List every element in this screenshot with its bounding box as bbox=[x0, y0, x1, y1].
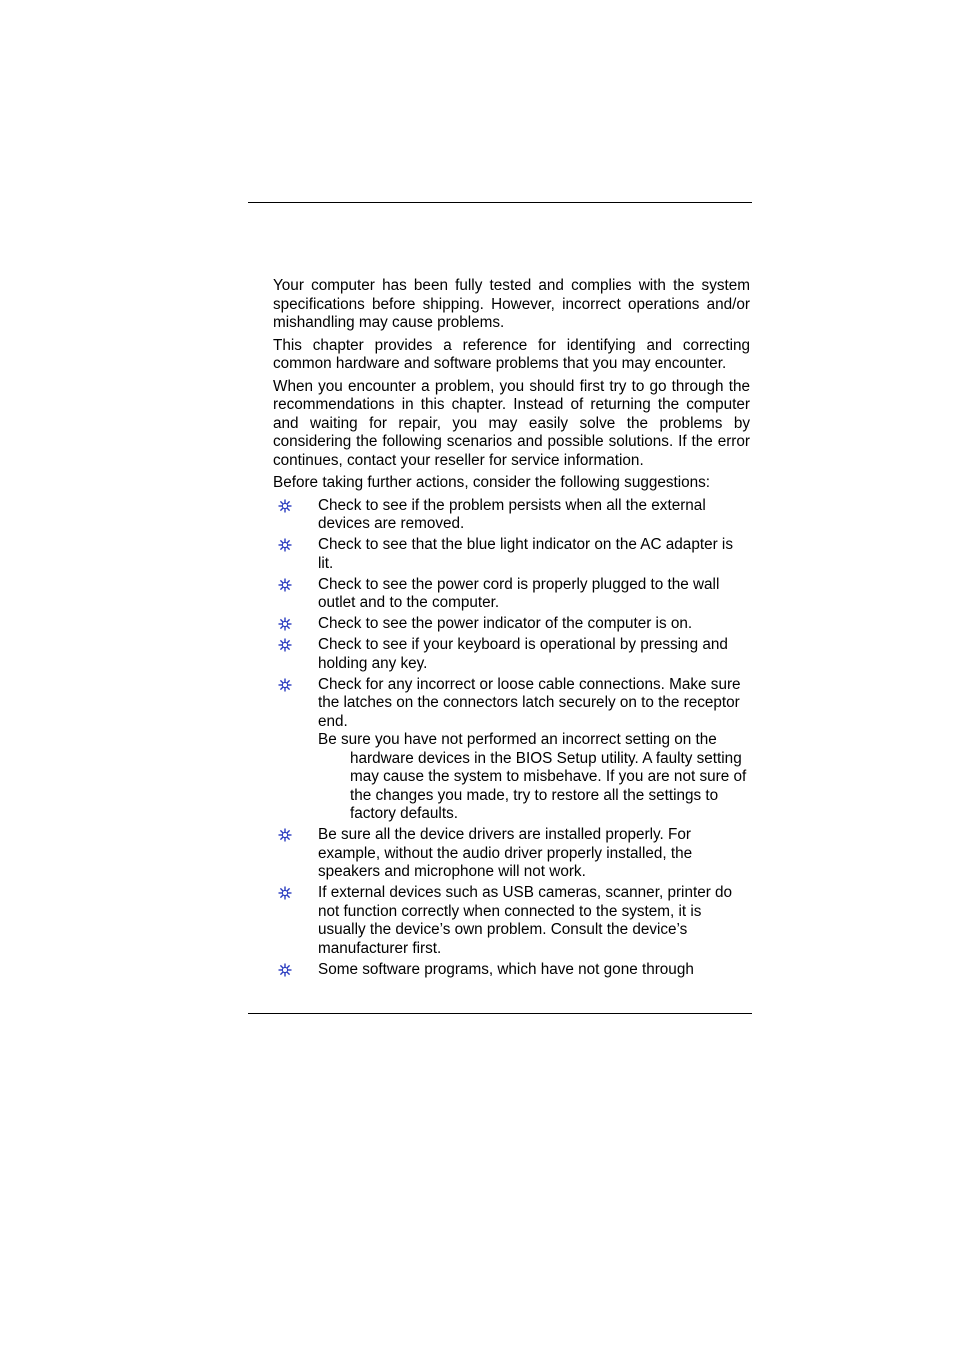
suggestion-text: Some software programs, which have not gone through bbox=[318, 960, 694, 978]
snowflake-bullet-icon bbox=[277, 498, 293, 514]
suggestion-text: Check to see the power cord is properly plugged to the wall outlet and to the computer. bbox=[318, 575, 720, 611]
list-item bbox=[273, 636, 750, 673]
snowflake-bullet-icon bbox=[277, 962, 293, 978]
suggestion-text: Check for any incorrect or loose cable connections. Make sure the latches on the connectors latch securely on to the receptor end. bbox=[318, 675, 741, 730]
list-item bbox=[273, 961, 750, 980]
suggestion-text: Be sure all the device drivers are installed properly. For example, without the audio driver properly installed, the speakers and microphone will not work. bbox=[318, 826, 693, 880]
intro-paragraph: When you encounter a problem, you should first try to go through the recommendations in this chapter. Instead of returning the computer and waiting for repair, you may easily solve the problems by considering the following scenarios and possible solutions. If the error continues, contact your reseller for service information. bbox=[273, 377, 750, 469]
snowflake-bullet-icon bbox=[277, 637, 293, 653]
suggestions-lead-in: Before taking further actions, consider the following suggestions: bbox=[273, 474, 711, 491]
list-item bbox=[273, 676, 750, 824]
suggestion-text: If external devices such as USB cameras, scanner, printer do not function correctly when connected to the system, it is usually the device’s own problem. Consult the device’s manufacturer first. bbox=[318, 884, 733, 957]
list-item bbox=[273, 536, 750, 573]
intro-paragraph: This chapter provides a reference for identifying and correcting common hardware and software problems that you may encounter. bbox=[273, 336, 750, 372]
suggestion-list bbox=[273, 497, 750, 980]
bios-setup-note: Be sure you have not performed an incorrect setting on the hardware devices in the BIOS Setup utility. A faulty setting may cause the system to misbehave. If you are not sure of the changes you made, try to restore all the settings to factory defaults. bbox=[318, 731, 747, 822]
page-body bbox=[273, 277, 750, 982]
suggestion-text: Check to see if the problem persists when all the external devices are removed. bbox=[318, 496, 706, 532]
suggestion-text: Check to see the power indicator of the computer is on. bbox=[318, 615, 693, 632]
footer-rule bbox=[248, 1013, 752, 1014]
list-item bbox=[273, 497, 750, 534]
intro-paragraph: Your computer has been fully tested and complies with the system specifications before shipping. However, incorrect operations and/or mishandling may cause problems. bbox=[273, 277, 750, 331]
list-item bbox=[273, 615, 750, 634]
snowflake-bullet-icon bbox=[277, 577, 293, 593]
snowflake-bullet-icon bbox=[277, 677, 293, 693]
snowflake-bullet-icon bbox=[277, 827, 293, 843]
list-item bbox=[273, 576, 750, 613]
list-item bbox=[273, 884, 750, 958]
header-rule bbox=[248, 202, 752, 203]
suggestion-text: Check to see if your keyboard is operational by pressing and holding any key. bbox=[318, 636, 728, 672]
suggestion-text: Check to see that the blue light indicator on the AC adapter is lit. bbox=[318, 536, 733, 572]
snowflake-bullet-icon bbox=[277, 616, 293, 632]
list-item bbox=[273, 826, 750, 882]
snowflake-bullet-icon bbox=[277, 537, 293, 553]
snowflake-bullet-icon bbox=[277, 885, 293, 901]
